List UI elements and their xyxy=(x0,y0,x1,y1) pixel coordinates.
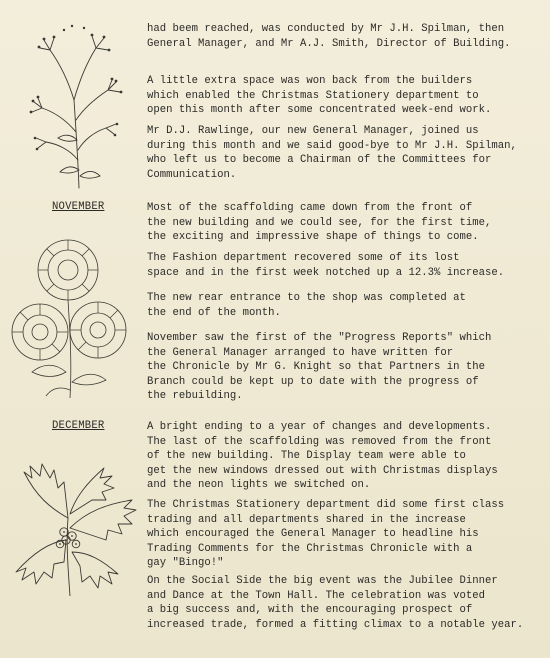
holly-sketch-icon xyxy=(6,448,146,598)
november-paragraph-1: Most of the scaffolding came down from the front of the new building and we could see, for the first time, the exciting and impressive shape of things to come. xyxy=(147,202,492,244)
december-paragraph-3: On the Social Side the big event was the Jubilee Dinner and Dance at the Town Hall. The celebration was voted a big success and, with the encouraging prospect of increased trade, formed a fitting climax to a notable year. xyxy=(147,575,524,631)
intro-paragraph-3: Mr D.J. Rawlinge, our new General Manager, joined us during this month and we said good-bye to Mr J.H. Spilman, who left us to become a Chairman of the Committees for Communication. xyxy=(147,125,517,181)
intro-paragraph-1: had beem reached, was conducted by Mr J.H. Spilman, then General Manager, and Mr A.J. Smith, Director of Building. xyxy=(147,23,511,50)
december-heading: DECEMBER xyxy=(52,420,105,432)
december-paragraph-1: A bright ending to a year of changes and developments. The last of the scaffolding was removed from the front of the new building. The Display team were able to get the new windows dressed out with Christmas displays and the neon lights we switched on. xyxy=(147,421,498,492)
intro-paragraph-2: A little extra space was won back from the builders which enabled the Christmas Stationery department to open this month after some concentrated week-end work. xyxy=(147,75,492,117)
november-heading: NOVEMBER xyxy=(52,201,105,213)
december-paragraph-2: The Christmas Stationery department did some first class trading and all departments shared in the increase which encouraged the General Manager to headline his Trading Comments for the Christmas Chronicle with a gay "Bingo!" xyxy=(147,499,505,570)
november-paragraph-4: November saw the first of the "Progress Reports" which the General Manager arranged to have written for the Chronicle by Mr G. Knight so that Partners in the Branch could be kept up to date with the progress of the rebuilding. xyxy=(147,332,492,403)
chrysanthemum-sketch-icon xyxy=(6,222,136,402)
wildflower-sketch-icon xyxy=(24,20,134,190)
november-paragraph-3: The new rear entrance to the shop was completed at the end of the month. xyxy=(147,292,466,319)
november-paragraph-2: The Fashion department recovered some of its lost space and in the first week notched up a 12.3% increase. xyxy=(147,252,505,279)
